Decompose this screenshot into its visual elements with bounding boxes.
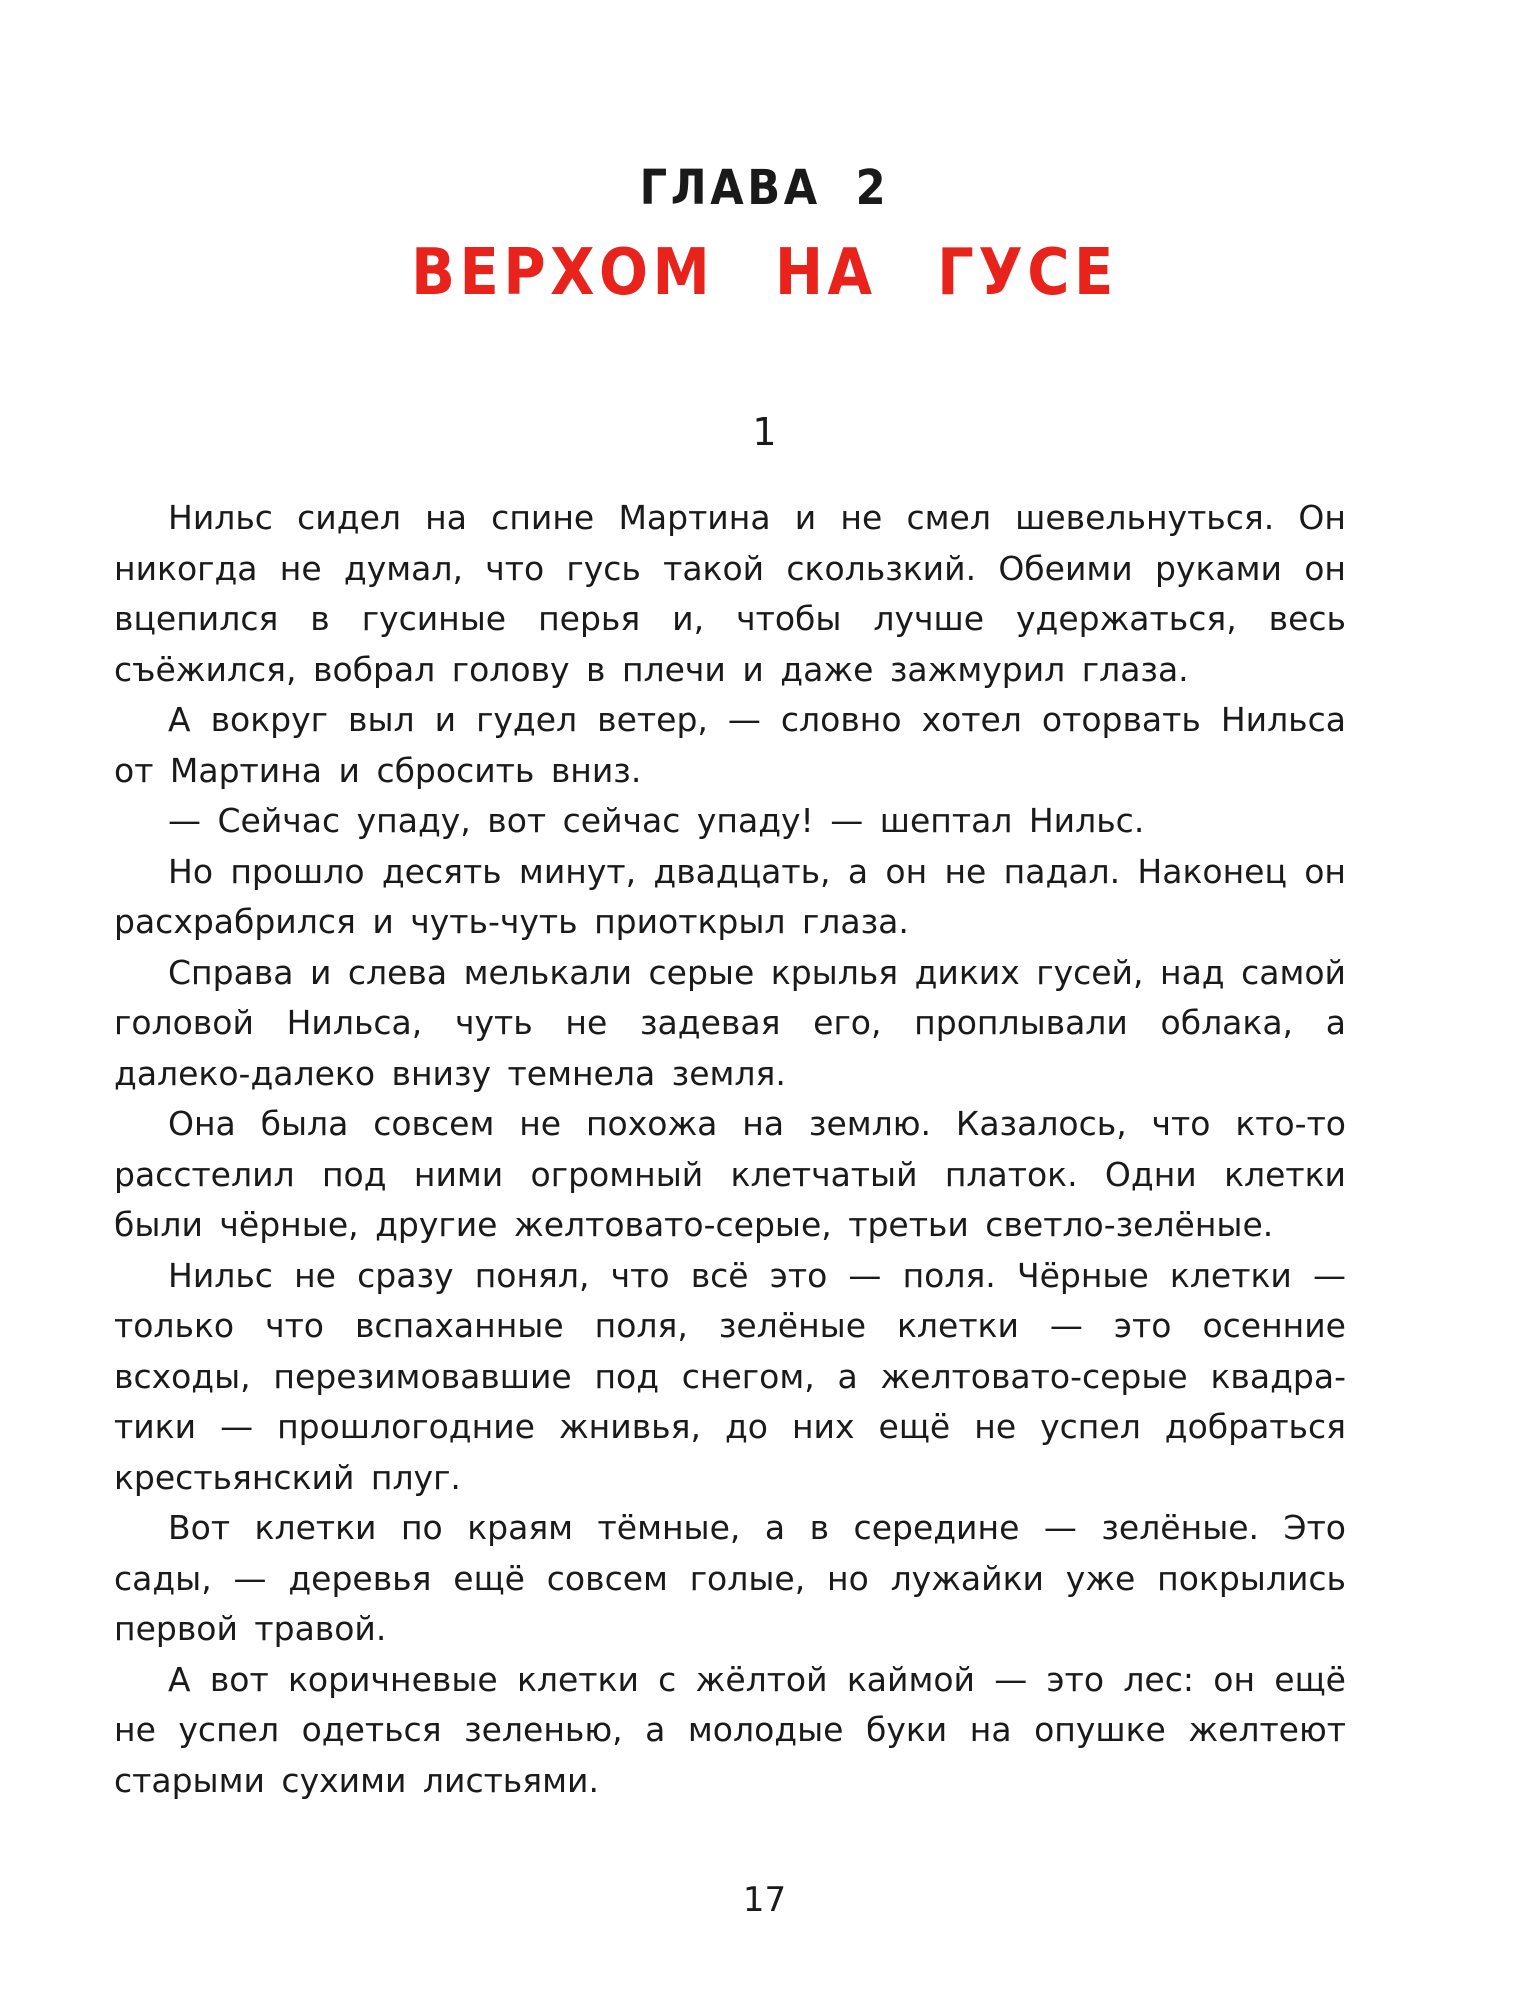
chapter-title: ВЕРХОМ НА ГУСЕ (411, 236, 1118, 310)
paragraph: Нильс не сразу понял, что всё это — поля. Чёрные клетки — только что вспаханные поля, зелёные клетки — это осенние всходы, перезимовавшие под снегом, а желтовато-серые квадратики — прошлогодние жнивья, до них ещё не успел добраться крестьянский плуг. (114, 1255, 1346, 1497)
paragraph: Нильс сидел на спине Мартина и не смел шевельнуться. Он никогда не думал, что гусь такой скользкий. Обеими руками он вцепился в гусиные перья и, чтобы лучше удержаться, весь съёжился, вобрал голову в плечи и даже зажмурил глаза. (114, 498, 1346, 689)
chapter-text (114, 493, 1346, 1806)
section-number: 1 (752, 410, 777, 454)
paragraph: А вокруг выл и гудел ветер, — словно хотел оторвать Нильса от Мартина и сбросить вниз. (114, 700, 1346, 790)
paragraph: Она была совсем не похожа на землю. Казалось, что кто-то расстелил под ними огромный клетчатый платок. Одни клетки были чёрные, другие желтовато-серые, третьи светло-зелёные. (114, 1104, 1346, 1244)
paragraph: Справа и слева мелькали серые крылья диких гусей, над самой головой Нильса, чуть не задевая его, проплывали облака, а далеко-далеко внизу темнела земля. (114, 952, 1346, 1093)
paragraph: Вот клетки по краям тёмные, а в середине — зелёные. Это сады, — деревья ещё совсем голые, но лужайки уже покрылись первой травой. (114, 1508, 1346, 1648)
paragraph: А вот коричневые клетки с жёлтой каймой — это лес: он ещё не успел одеться зеленью, а молодые буки на опушке желтеют старыми сухими листьями. (114, 1659, 1346, 1800)
page-number: 17 (742, 1880, 787, 1920)
paragraph: — Сейчас упаду, вот сейчас упаду! — шептал Нильс. (168, 801, 1145, 840)
paragraph: Но прошло десять минут, двадцать, а он не падал. Наконец он расхрабрился и чуть-чуть приоткрыл глаза. (114, 851, 1346, 941)
chapter-label: ГЛАВА 2 (639, 160, 890, 216)
